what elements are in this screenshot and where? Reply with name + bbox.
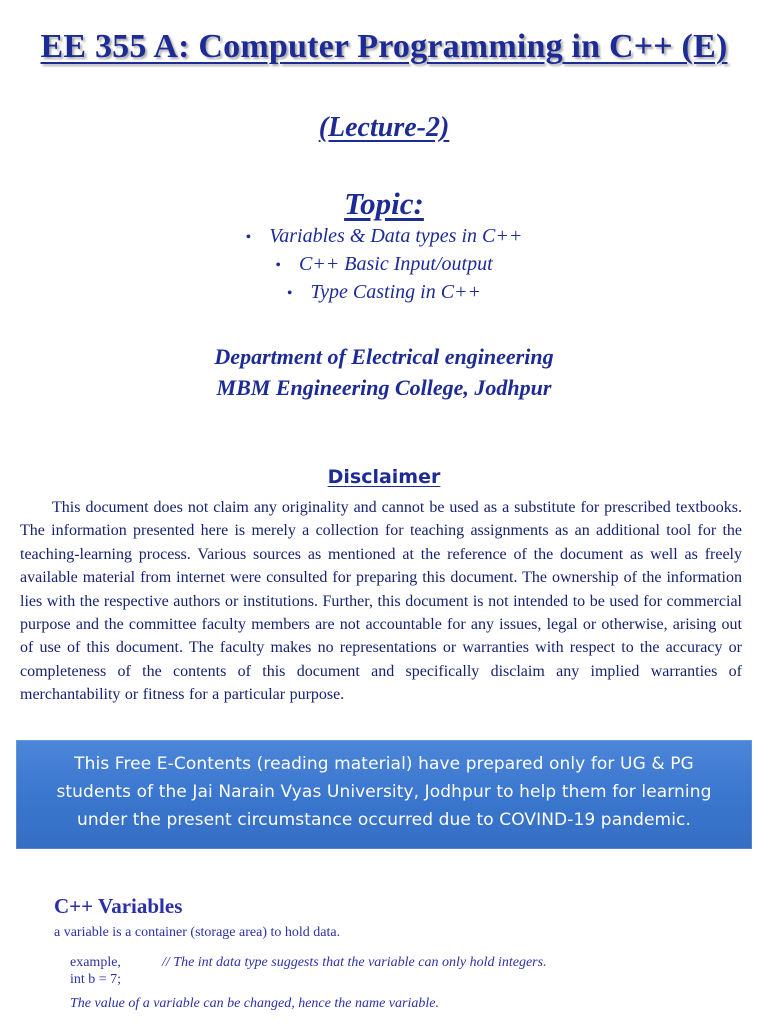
topic-list-item <box>0 223 768 251</box>
banner-line: This Free E-Contents (reading material) have prepared only for UG & PG <box>74 754 694 774</box>
bullet-icon: • <box>286 285 293 302</box>
example-label: example, <box>70 955 121 970</box>
banner-line: students of the Jai Narain Vyas University, Jodhpur to help them for learning <box>56 782 712 802</box>
section-title: C++ Variables <box>54 894 183 918</box>
topic-item-text: C++ Basic Input/output <box>298 253 493 275</box>
bullet-icon: • <box>275 257 281 274</box>
topic-list-item <box>0 279 768 307</box>
bullet-icon: • <box>245 229 252 246</box>
department-block <box>0 341 768 403</box>
topic-heading: Topic: <box>344 186 424 221</box>
college-name: MBM Engineering College, Jodhpur <box>216 375 552 400</box>
example-code: int b = 7; <box>70 972 122 987</box>
e-content-notice-banner <box>16 740 752 849</box>
document-title: EE 355 A: Computer Programming in C++ (E) <box>40 28 728 65</box>
example-note: The value of a variable can be changed, hence the name variable. <box>70 996 439 1011</box>
disclaimer-text: This document does not claim any originality and cannot be used as a substitute for prescribed textbooks. The information presented here is merely a collection for teaching assignments as an additional tool for the teaching-learning process. Various sources as mentioned at the reference of the document as well as freely available material from internet were consulted for preparing this document. The ownership of the information lies with the respective authors or institutions. Further, this document is not intended to be used for commercial purpose and the committee faculty members are not accountable for any issues, legal or otherwise, arising out of use of this document. The faculty makes no representations or warranties with respect to the accuracy or completeness of the contents of this document and specifically disclaim any implied warranties of merchantability or fitness for a particular purpose. <box>20 499 742 704</box>
topic-list <box>0 223 768 307</box>
lecture-number: (Lecture-2) <box>318 112 450 143</box>
topic-item-text: Type Casting in C++ <box>310 281 482 303</box>
topic-item-text: Variables & Data types in C++ <box>269 225 523 247</box>
example-comment: // The int data type suggests that the variable can only hold integers. <box>162 955 547 970</box>
section-description: a variable is a container (storage area) to hold data. <box>54 925 341 940</box>
department-name: Department of Electrical engineering <box>214 344 554 369</box>
topic-list-item <box>0 251 768 279</box>
disclaimer-heading: Disclaimer <box>327 466 441 488</box>
banner-line: under the present circumstance occurred due to COVIND-19 pandemic. <box>77 810 691 830</box>
